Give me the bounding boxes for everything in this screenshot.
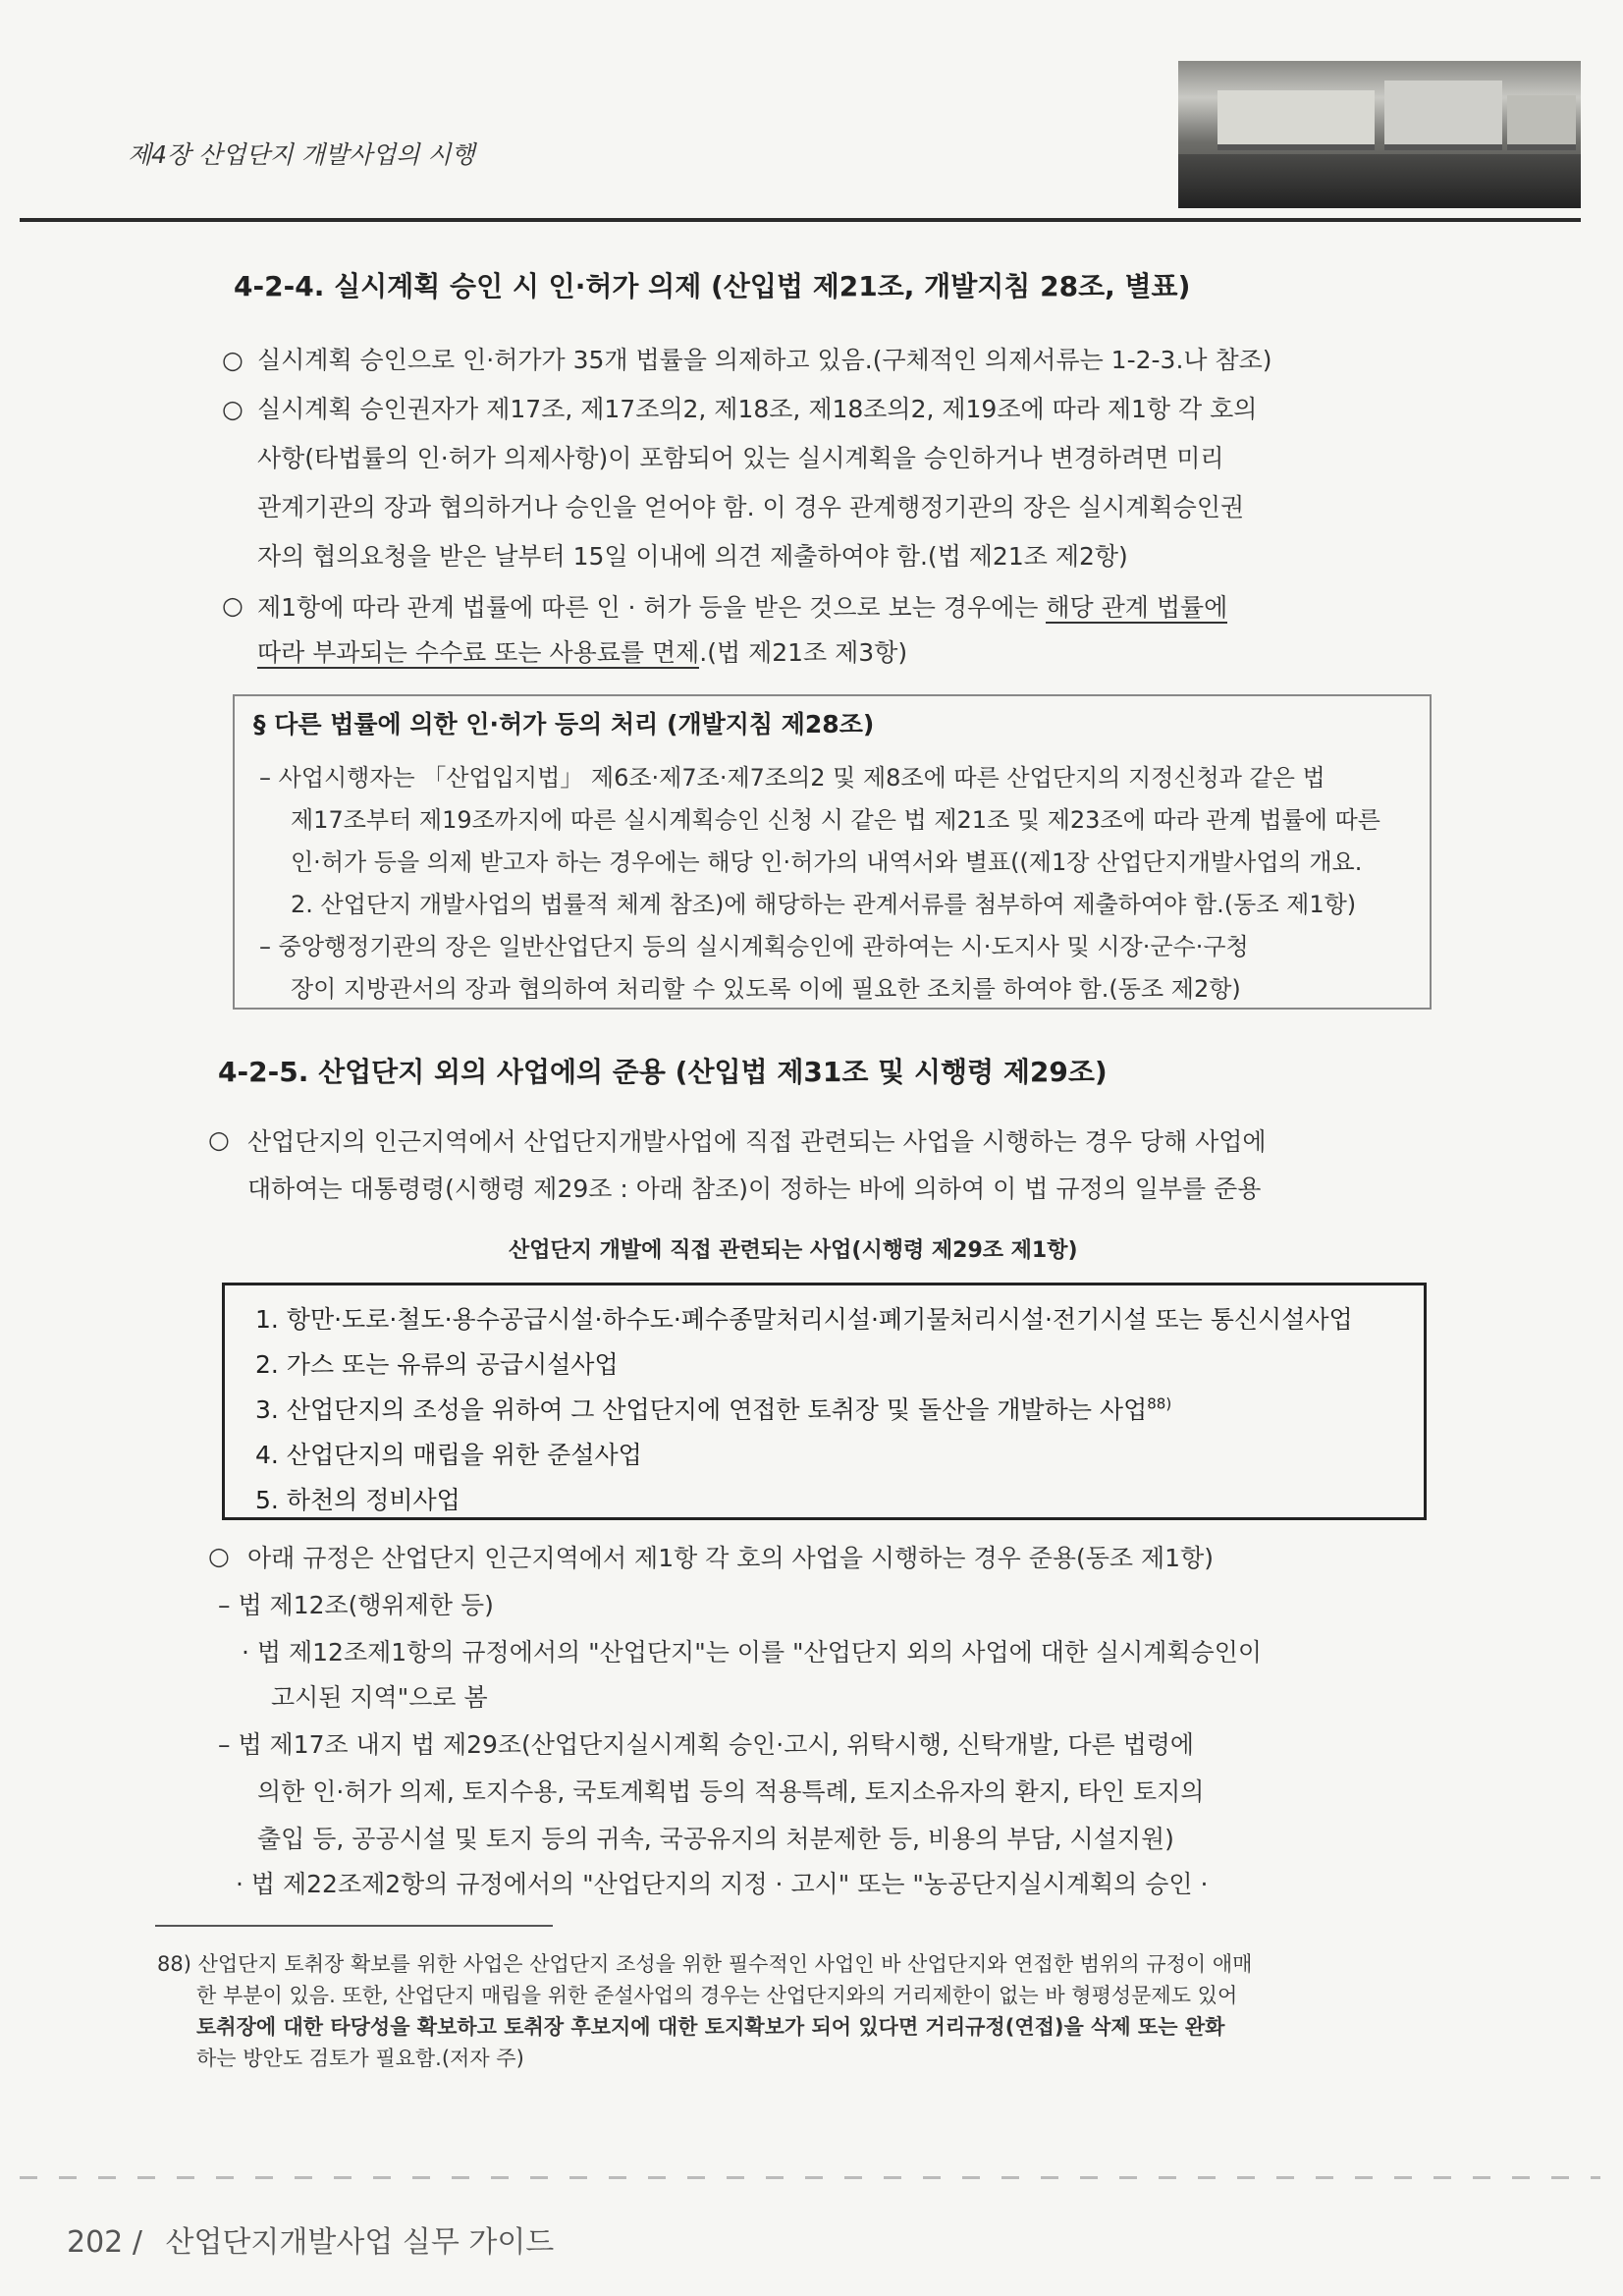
paragraph-text xyxy=(257,595,1227,620)
list-item xyxy=(255,1391,1171,1426)
text-span: 3. 산업단지의 조성을 위하여 그 산업단지에 연접한 토취장 및 돌산을 개발하는 사업 xyxy=(255,1395,1148,1424)
paragraph-text: 사항(타법률의 인·허가 의제사항)이 포함되어 있는 실시계획을 승인하거나 변경하려면 미리 xyxy=(257,444,1224,472)
page-number: 202 xyxy=(67,2225,124,2260)
paragraph-text: · 법 제22조제2항의 규정에서의 "산업단지의 지정 · 고시" 또는 "농공단지실시계획의 승인 · xyxy=(236,1870,1209,1898)
footer-separator: / xyxy=(132,2225,142,2260)
page-footer xyxy=(67,2217,554,2261)
footer-dotted-line xyxy=(20,2176,1600,2179)
box-text: 2. 산업단지 개발사업의 법률적 체계 참조)에 해당하는 관계서류를 첨부하여 제출하여야 함.(동조 제1항) xyxy=(291,891,1357,918)
box-text: 장이 지방관서의 장과 협의하여 처리할 수 있도록 이에 필요한 조치를 하여야 함.(동조 제2항) xyxy=(291,975,1241,1003)
header-divider xyxy=(20,218,1581,222)
book-title: 산업단지개발사업 실무 가이드 xyxy=(165,2225,555,2260)
bullet-circle-icon: ○ xyxy=(208,1542,230,1570)
bullet-circle-icon: ○ xyxy=(222,346,243,374)
paragraph-text: 의한 인·허가 의제, 토지수용, 국토계획법 등의 적용특례, 토지소유자의 환지, 타인 토지의 xyxy=(257,1777,1205,1806)
paragraph-text: 실시계획 승인으로 인·허가가 35개 법률을 의제하고 있음.(구체적인 의제서류는 1-2-3.나 참조) xyxy=(257,346,1272,374)
bullet-circle-icon: ○ xyxy=(208,1125,230,1154)
text-span: 제1항에 따라 관계 법률에 따른 인 · 허가 등을 받은 것으로 보는 경우에는 xyxy=(257,593,1047,622)
paragraph-text: 관계기관의 장과 협의하거나 승인을 얻어야 함. 이 경우 관계행정기관의 장은 실시계획승인권 xyxy=(257,493,1245,521)
paragraph-text: 출입 등, 공공시설 및 토지 등의 귀속, 국공유지의 처분제한 등, 비용의 부담, 시설지원) xyxy=(257,1825,1174,1853)
list-title: 산업단지 개발에 직접 관련되는 사업(시행령 제29조 제1항) xyxy=(509,1238,1078,1263)
footnote-text: 하는 방안도 검토가 필요함.(저자 주) xyxy=(196,2047,524,2070)
paragraph-text: 대하여는 대통령령(시행령 제29조 : 아래 참조)이 정하는 바에 의하여 이 법 규정의 일부를 준용 xyxy=(247,1175,1262,1203)
text-span: .(법 제21조 제3항) xyxy=(699,638,908,667)
section-heading-4-2-5: 4-2-5. 산업단지 외의 사업에의 준용 (산입법 제31조 및 시행령 제29조) xyxy=(218,1056,1108,1088)
list-item: 1. 항만·도로·철도·용수공급시설·하수도·폐수종말처리시설·폐기물처리시설·전기시설 또는 통신시설사업 xyxy=(255,1305,1353,1334)
underlined-text: 해당 관계 법률에 xyxy=(1046,593,1228,622)
chapter-title: 제4장 산업단지 개발사업의 시행 xyxy=(128,140,475,169)
footnote-text: 88) 산업단지 토취장 확보를 위한 사업은 산업단지 조성을 위한 필수적인 사업인 바 산업단지와 연접한 범위의 규정이 애매 xyxy=(157,1952,1253,1976)
section-heading-4-2-4: 4-2-4. 실시계획 승인 시 인·허가 의제 (산입법 제21조, 개발지침 28조, 별표) xyxy=(234,270,1191,302)
bullet-circle-icon: ○ xyxy=(222,395,243,423)
underlined-text: 따라 부과되는 수수료 또는 사용료를 면제 xyxy=(257,638,700,667)
paragraph-text: 산업단지의 인근지역에서 산업단지개발사업에 직접 관련되는 사업을 시행하는 경우 당해 사업에 xyxy=(247,1127,1267,1156)
paragraph-text: 고시된 지역"으로 봄 xyxy=(271,1683,488,1712)
list-item: 4. 산업단지의 매립을 위한 준설사업 xyxy=(255,1441,642,1469)
box-text: – 중앙행정기관의 장은 일반산업단지 등의 실시계획승인에 관하여는 시·도지사 및 시장·군수·구청 xyxy=(259,933,1249,960)
paragraph-text xyxy=(257,640,907,665)
footnote-ref: 88) xyxy=(1147,1394,1172,1413)
box-text: – 사업시행자는 「산업입지법」 제6조·제7조·제7조의2 및 제8조에 따른 산업단지의 지정신청과 같은 법 xyxy=(259,764,1325,792)
paragraph-text: 자의 협의요청을 받은 날부터 15일 이내에 의견 제출하여야 함.(법 제21조 제2항) xyxy=(257,542,1128,571)
footnote-divider xyxy=(155,1925,553,1927)
footnote-text: 토취장에 대한 타당성을 확보하고 토취장 후보지에 대한 토지확보가 되어 있다면 거리규정(연접)을 삭제 또는 완화 xyxy=(196,2015,1225,2039)
list-item: 2. 가스 또는 유류의 공급시설사업 xyxy=(255,1350,619,1379)
paragraph-text: 아래 규정은 산업단지 인근지역에서 제1항 각 호의 사업을 시행하는 경우 준용(동조 제1항) xyxy=(247,1544,1214,1572)
footnote-text: 한 부분이 있음. 또한, 산업단지 매립을 위한 준설사업의 경우는 산업단지와의 거리제한이 없는 바 형평성문제도 있어 xyxy=(196,1984,1238,2007)
bullet-circle-icon: ○ xyxy=(222,591,243,620)
box-text: 제17조부터 제19조까지에 따른 실시계획승인 신청 시 같은 법 제21조 및 제23조에 따라 관계 법률에 따른 xyxy=(291,806,1380,834)
paragraph-text: 실시계획 승인권자가 제17조, 제17조의2, 제18조, 제18조의2, 제19조에 따라 제1항 각 호의 xyxy=(257,395,1258,423)
paragraph-text: – 법 제12조(행위제한 등) xyxy=(218,1591,494,1619)
paragraph-text: – 법 제17조 내지 법 제29조(산업단지실시계획 승인·고시, 위탁시행, 신탁개발, 다른 법령에 xyxy=(218,1730,1195,1759)
list-item: 5. 하천의 정비사업 xyxy=(255,1486,460,1514)
header-photo xyxy=(1178,61,1581,208)
box-title: § 다른 법률에 의한 인·허가 등의 처리 (개발지침 제28조) xyxy=(253,710,875,738)
box-text: 인·허가 등을 의제 받고자 하는 경우에는 해당 인·허가의 내역서와 별표((제1장 산업단지개발사업의 개요. xyxy=(291,848,1363,876)
paragraph-text: · 법 제12조제1항의 규정에서의 "산업단지"는 이를 "산업단지 외의 사업에 대한 실시계획승인이 xyxy=(242,1638,1263,1667)
